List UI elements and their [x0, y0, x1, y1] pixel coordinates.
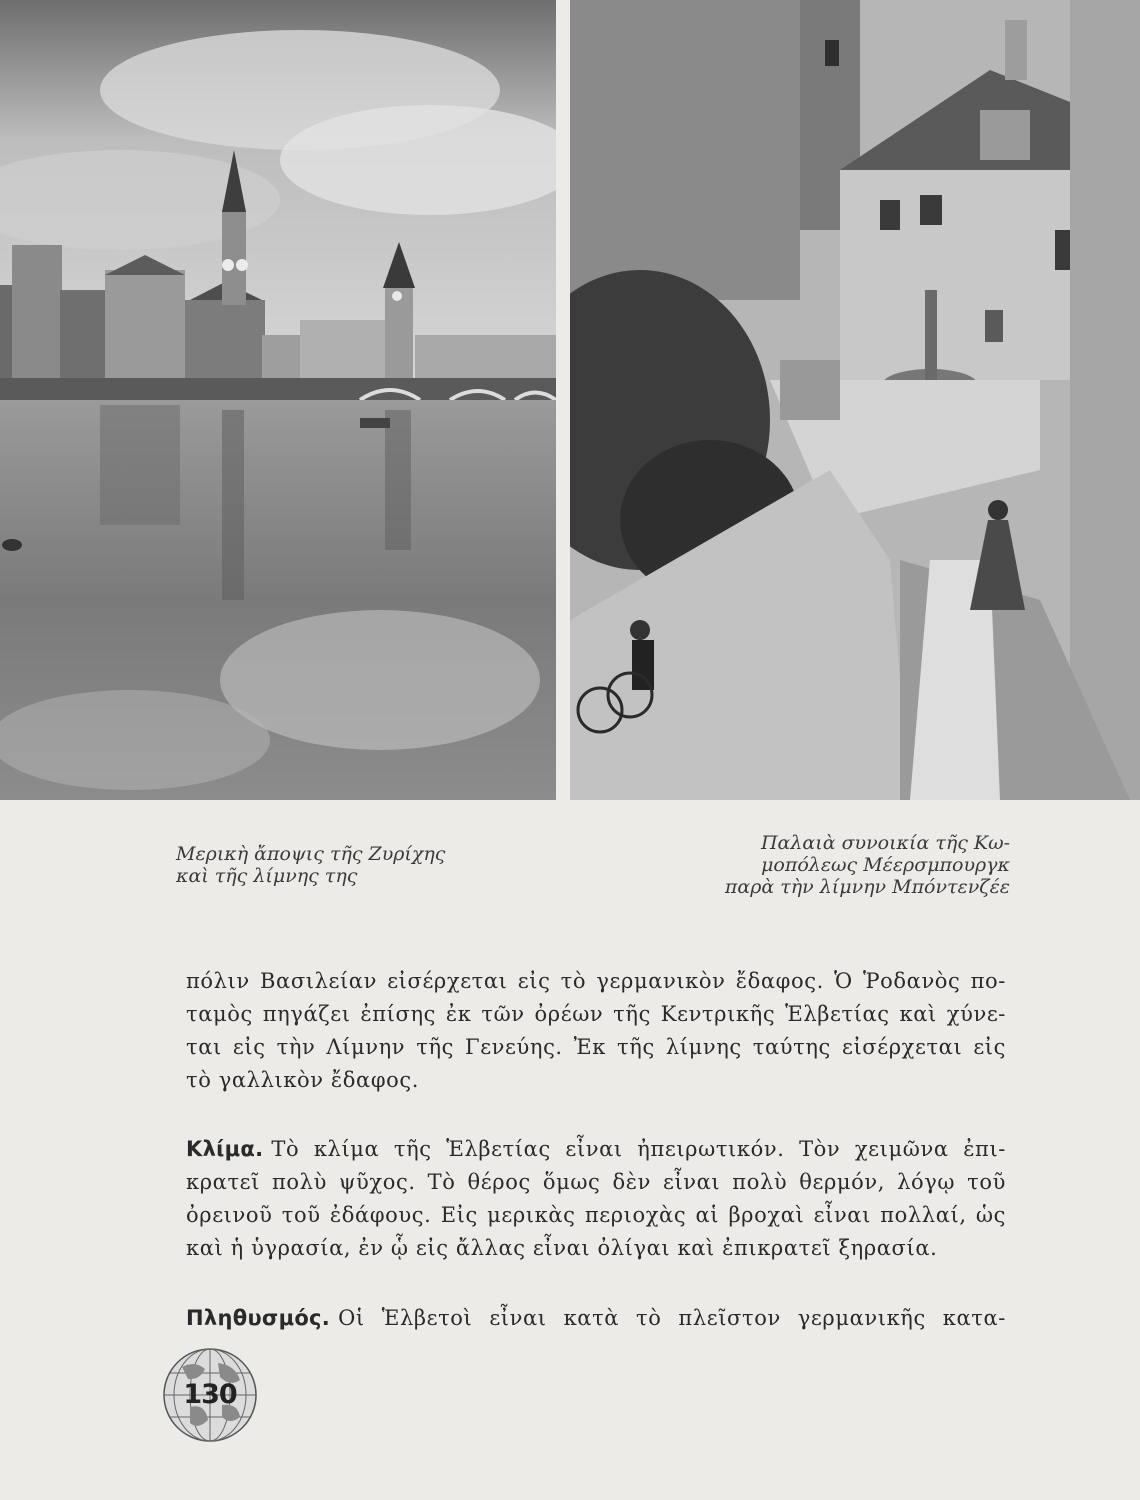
caption-line: Παλαιὰ συνοικία τῆς Κω-: [760, 832, 1010, 854]
caption-line: καὶ τῆς λίμνης της: [176, 865, 358, 887]
zurich-lake-photo: [0, 0, 556, 800]
text-segment: Οἱ Ἑλβετοὶ εἶναι κατὰ τὸ πλεῖστον γερμανικῆς κατα-: [338, 1306, 1006, 1330]
meersburg-street-photo: [570, 0, 1140, 800]
paragraph-rivers: [186, 965, 1006, 1097]
text-line: τὸ γαλλικὸν ἔδαφος.: [186, 1068, 420, 1092]
section-heading-population: Πληθυσμός.: [186, 1306, 331, 1330]
paragraph-population: [186, 1302, 1006, 1335]
left-photo-caption: [176, 843, 496, 887]
text-line: [186, 1302, 1006, 1335]
text-line: ταμὸς πηγάζει ἐπίσης ἐκ τῶν ὀρέων τῆς Κεντρικῆς Ἑλβετίας καὶ χύνε-: [186, 1002, 1006, 1026]
text-segment: Τὸ κλίμα τῆς Ἑλβετίας εἶναι ἠπειρωτικόν. Τὸν χειμῶνα ἐπι-: [271, 1137, 1006, 1161]
page-number-badge: [160, 1345, 260, 1445]
text-line: ὀρεινοῦ τοῦ ἐδάφους. Εἰς μερικὰς περιοχὰς αἱ βροχαὶ εἶναι πολλαί, ὡς: [186, 1203, 1006, 1227]
text-line: [186, 1133, 1006, 1166]
page-number: 130: [183, 1379, 237, 1410]
text-line: κρατεῖ πολὺ ψῦχος. Τὸ θέρος ὅμως δὲν εἶναι πολὺ θερμόν, λόγῳ τοῦ: [186, 1170, 1006, 1194]
text-line: καὶ ἡ ὑγρασία, ἐν ᾧ εἰς ἄλλας εἶναι ὀλίγαι καὶ ἐπικρατεῖ ξηρασία.: [186, 1236, 938, 1260]
caption-line: παρὰ τὴν λίμνην Μπόντενζέε: [724, 876, 1010, 898]
paragraph-climate: [186, 1133, 1006, 1265]
right-photo-caption: [694, 832, 1010, 898]
text-line: πόλιν Βασιλείαν εἰσέρχεται εἰς τὸ γερμανικὸν ἔδαφος. Ὁ Ῥοδανὸς πο-: [186, 969, 1006, 993]
caption-line: μοπόλεως Μέερσμπουργκ: [761, 854, 1010, 876]
text-line: ται εἰς τὴν Λίμνην τῆς Γενεύης. Ἐκ τῆς λίμνης ταύτης εἰσέρχεται εἰς: [186, 1035, 1006, 1059]
section-heading-climate: Κλίμα.: [186, 1137, 264, 1161]
caption-line: Μερικὴ ἄποψις τῆς Ζυρίχης: [176, 843, 446, 865]
